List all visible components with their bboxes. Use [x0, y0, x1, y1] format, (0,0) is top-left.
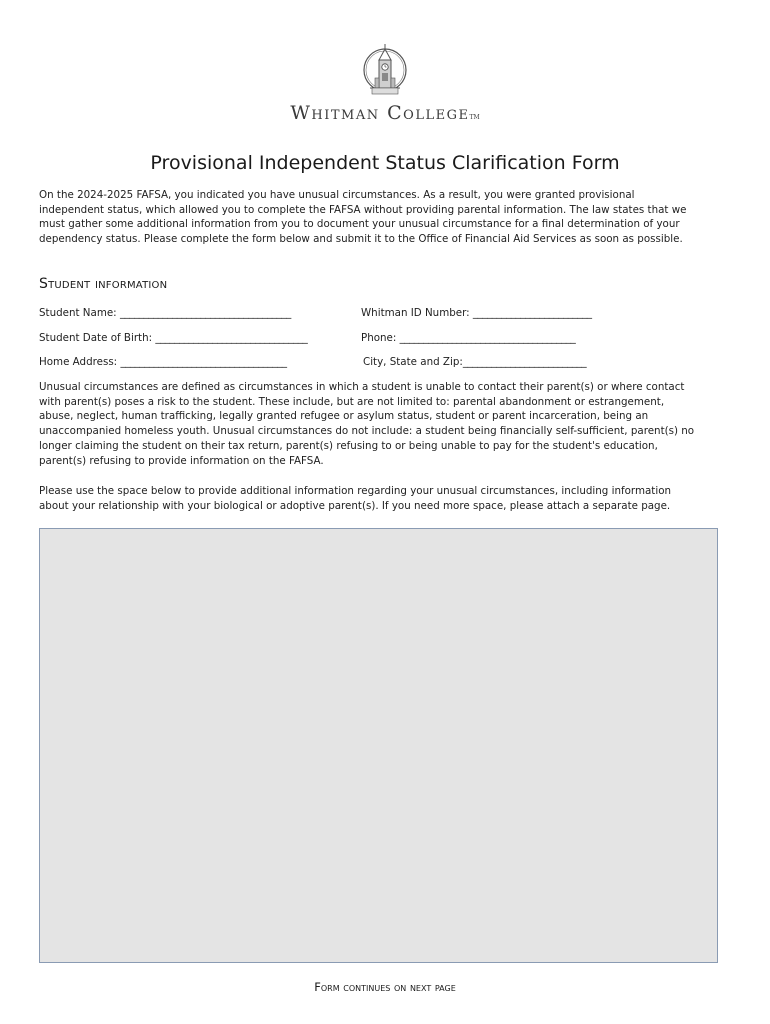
instruction-paragraph: Please use the space below to provide additional information regarding your unusual circumstances, including information about your relationship with your biological or adoptive parent(s). If you need more space, please attach a separate page. — [39, 485, 672, 512]
student-name-line[interactable]: ____________________________________ — [119, 307, 291, 319]
whitman-id-field[interactable] — [361, 307, 592, 319]
whitman-id-line[interactable]: _________________________ — [472, 307, 592, 319]
college-logo — [0, 44, 770, 124]
home-address-line[interactable]: ___________________________________ — [120, 356, 287, 368]
clock-tower-icon — [362, 44, 408, 100]
city-state-zip-field[interactable] — [363, 356, 586, 368]
date-of-birth-line[interactable]: ________________________________ — [155, 332, 308, 344]
intro-paragraph: On the 2024-2025 FAFSA, you indicated you have unusual circumstances. As a result, you were granted provisional independent status, which allowed you to complete the FAFSA without providing parental information. The law states that we must gather some additional information from you to document your unusual circumstance for a final determination of your dependency status. Please complete the form below and submit it to the Office of Financial Aid Services as soon as possible. — [39, 189, 687, 246]
college-wordmark — [0, 102, 770, 124]
city-state-zip-label: City, State and Zip: — [363, 356, 463, 368]
student-information-heading: Student information — [39, 276, 168, 292]
city-state-zip-line[interactable]: __________________________ — [462, 356, 587, 368]
student-name-field[interactable] — [39, 307, 291, 319]
student-name-label: Student Name: — [39, 307, 117, 319]
college-name: Whitman College — [290, 102, 470, 124]
form-title: Provisional Independent Status Clarification Form — [150, 152, 620, 174]
phone-field[interactable] — [361, 332, 575, 344]
unusual-circumstances-paragraph: Unusual circumstances are defined as circumstances in which a student is unable to contact their parent(s) or where contact with parent(s) poses a risk to the student. These include, but are not limited to: parental abandonment or estrangement, abuse, neglect, human trafficking, legally granted refugee or asylum status, student or parent incarceration, being an unaccompanied homeless youth. Unusual circumstances do not include: a student being financially self-sufficient, parent(s) no longer claiming the student on their tax return, parent(s) refusing to or being unable to pay for the student's education, parent(s) refusing to provide information on the FAFSA. — [39, 381, 695, 467]
additional-information-textbox[interactable] — [39, 528, 718, 963]
date-of-birth-field[interactable] — [39, 332, 307, 344]
whitman-id-label: Whitman ID Number: — [361, 307, 470, 319]
home-address-label: Home Address: — [39, 356, 118, 368]
phone-line[interactable]: _____________________________________ — [399, 332, 576, 344]
phone-label: Phone: — [361, 332, 397, 344]
continuation-note: Form continues on next page — [314, 980, 456, 994]
date-of-birth-label: Student Date of Birth: — [39, 332, 153, 344]
trademark-symbol: TM — [469, 114, 480, 121]
home-address-field[interactable] — [39, 356, 287, 368]
